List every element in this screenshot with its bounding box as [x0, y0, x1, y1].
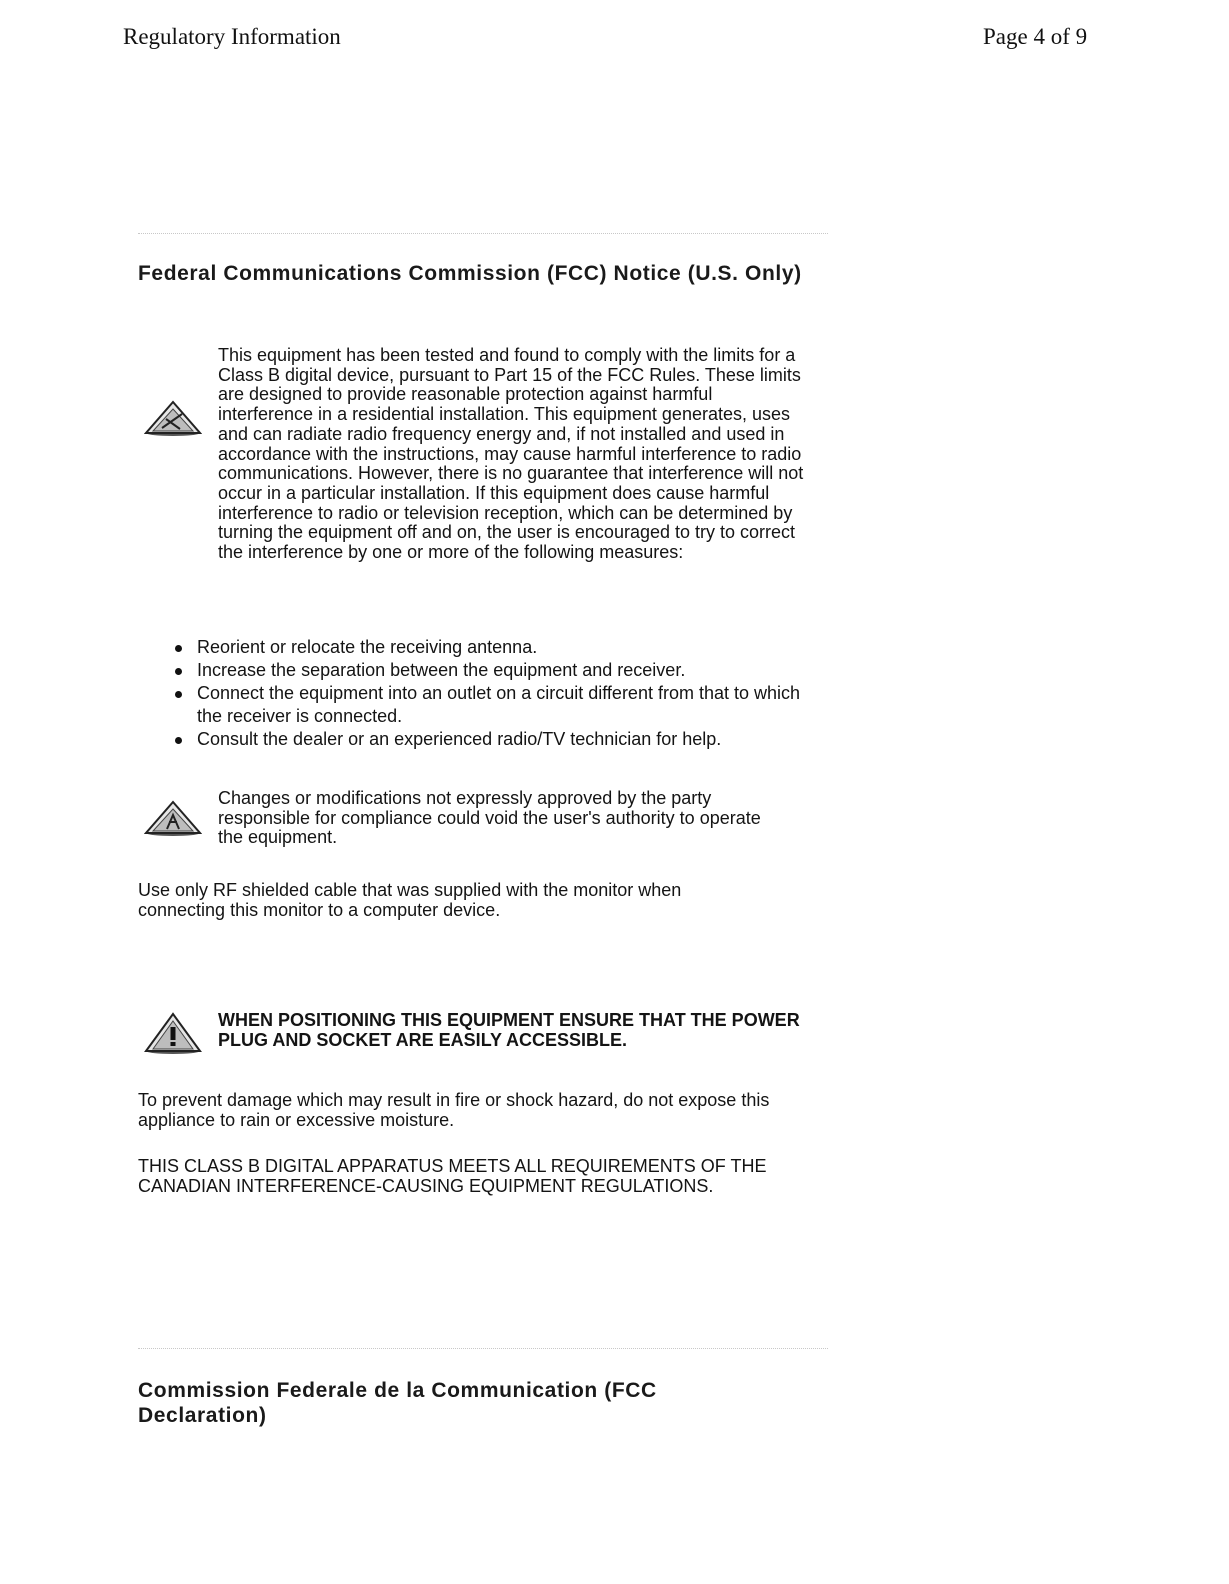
cable-notice: Use only RF shielded cable that was supplied with the monitor when connecting this monitor to a computer device.	[138, 880, 682, 920]
positioning-warning: WHEN POSITIONING THIS EQUIPMENT ENSURE THAT THE POWER PLUG AND SOCKET ARE EASILY ACCESSIBLE.	[218, 1010, 800, 1050]
fcc-intro-paragraph: This equipment has been tested and found to comply with the limits for a Class B digital device, pursuant to Part 15 of the FCC Rules. These limits are designed to provide reasonable protection against harmful interference in a residential installation. This equipment generates, uses and can radiate radio frequency energy and, if not installed and used in accordance with the instructions, may cause harmful interference to radio communications. However, there is no guarantee that interference will not occur in a particular installation. If this equipment does cause harmful interference to radio or television reception, which can be determined by turning the equipment off and on, the user is encouraged to try to correct the interference by one or more of the following measures:	[218, 345, 804, 563]
document-title: Regulatory Information	[123, 24, 341, 49]
list-item: Reorient or relocate the receiving antenna.	[170, 636, 820, 659]
fcc-heading: Federal Communications Commission (FCC) Notice (U.S. Only)	[138, 262, 802, 285]
page-number: Page 4 of 9	[983, 24, 1088, 49]
list-item: Consult the dealer or an experienced radio/TV technician for help.	[170, 728, 820, 751]
section-divider	[138, 233, 828, 234]
modification-warning-icon	[144, 800, 202, 836]
measures-list	[170, 636, 820, 751]
moisture-notice: To prevent damage which may result in fire or shock hazard, do not expose this appliance to rain or excessive moisture.	[138, 1090, 770, 1130]
canadian-notice: THIS CLASS B DIGITAL APPARATUS MEETS ALL REQUIREMENTS OF THE CANADIAN INTERFERENCE-CAUSING EQUIPMENT REGULATIONS.	[138, 1156, 767, 1196]
section-divider	[138, 1348, 828, 1349]
no-interference-warning-icon	[144, 400, 202, 436]
changes-notice: Changes or modifications not expressly approved by the party responsible for compliance could void the user's authority to operate the equipment.	[218, 788, 761, 848]
list-item: Connect the equipment into an outlet on a circuit different from that to which the receiver is connected.	[170, 682, 820, 728]
exclamation-warning-icon	[144, 1012, 202, 1054]
french-fcc-heading: Commission Federale de la Communication (FCC Declaration)	[138, 1379, 657, 1427]
list-item: Increase the separation between the equipment and receiver.	[170, 659, 820, 682]
